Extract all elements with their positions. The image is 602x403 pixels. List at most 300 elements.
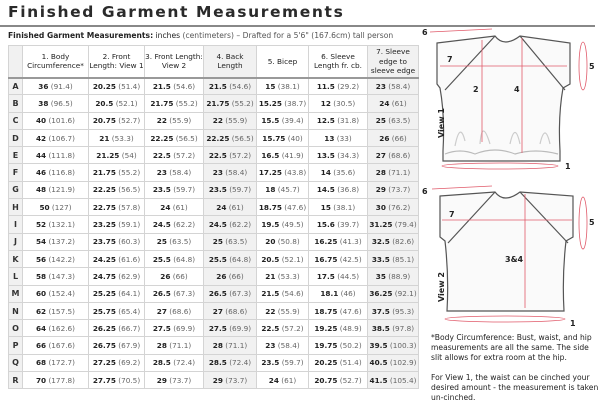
cm-value: (63.5) [169,237,192,247]
measurement-cell [204,354,257,371]
inches-value: 23.25 [92,220,116,230]
inches-value: 27.5 [208,323,227,333]
measurement-cell [145,285,204,302]
cm-value: (66.7) [118,323,141,333]
measurement-cell [368,129,419,146]
measurement-cell [257,129,309,146]
cm-value: (59.7) [281,358,304,368]
inches-value: 40 [35,116,47,126]
inches-value: 19.75 [314,341,338,351]
measurement-cell [309,164,368,181]
measurement-cell [368,250,419,267]
caption-paren: (centimeters) [182,31,234,40]
cm-value: (62.2) [173,220,196,230]
measurement-cell [204,164,257,181]
measurement-cell [204,181,257,198]
cm-value: (58.4) [277,341,300,351]
measurement-cell [145,129,204,146]
measurement-cell [309,302,368,319]
size-label: C [9,112,23,129]
size-label: R [9,372,23,389]
cm-value: (57.2) [173,150,196,160]
inches-value: 25.25 [92,289,116,299]
size-label: P [9,337,23,354]
cm-value: (39.7) [337,220,360,230]
note-view1-waist: For View 1, the waist can be cinched your desired amount - the measurement is taken un-cinched. [431,373,599,402]
cm-value: (100.3) [389,341,417,351]
inches-value: 25 [212,237,223,247]
measurement-cell [309,337,368,354]
measurement-cell [23,181,89,198]
inches-value: 28.5 [208,358,227,368]
cm-value: (47.6) [339,306,362,316]
inches-value: 20.25 [314,358,338,368]
table-row [9,337,419,354]
cm-value: (51.4) [339,358,362,368]
measurement-cell [23,147,89,164]
inches-value: 50 [39,202,50,212]
measurement-cell [204,337,257,354]
cm-value: (162.6) [48,323,76,333]
cm-value: (47.6) [284,202,307,212]
measurement-cell [89,285,145,302]
inches-value: 16.75 [314,254,338,264]
column-header: 1. Body Circumference* [23,46,89,78]
measurement-cell [368,320,419,337]
measurement-cell [368,181,419,198]
table-header-row [9,46,419,78]
measurement-cell [309,250,368,267]
measurement-cell [204,95,257,112]
inches-value: 30 [375,202,386,212]
cm-value: (58.4) [225,168,248,178]
cm-value: (55.9) [277,306,300,316]
measurement-cell [89,112,145,129]
inches-value: 22.25 [150,133,174,143]
measurement-cell [204,129,257,146]
inches-value: 24 [216,202,227,212]
table-body [9,78,419,389]
measurement-cell [23,320,89,337]
cm-value: (152.4) [48,289,76,299]
inches-value: 26 [160,271,171,281]
table-row [9,372,419,389]
cm-value: (54.6) [281,289,304,299]
cm-value: (147.3) [48,271,76,281]
inches-value: 44 [35,150,47,160]
view2-mark-3-4: 3&4 [505,255,524,264]
measurement-cell [145,302,204,319]
measurement-cell [89,95,145,112]
inches-value: 25.5 [208,254,227,264]
cm-value: (73.7) [225,375,248,385]
measurement-cell [89,268,145,285]
caption-bold: Finished Garment Measurements: [8,31,154,40]
cm-value: (48.9) [339,323,362,333]
cm-value: (142.2) [48,254,76,264]
measurement-cell [145,199,204,216]
inches-value: 14 [320,168,331,178]
measurement-cell [309,285,368,302]
inches-value: 33.5 [371,254,390,264]
inches-value: 18.75 [314,306,338,316]
cm-value: (79.4) [394,220,417,230]
cm-value: (46) [340,289,356,299]
cm-value: (71.1) [388,168,411,178]
cm-value: (127) [51,202,72,212]
inches-value: 26.75 [92,341,116,351]
cm-value: (39.4) [281,116,304,126]
measurement-cell [89,372,145,389]
inches-value: 23 [375,81,386,91]
measurement-cell [23,164,89,181]
inches-value: 23.5 [261,358,280,368]
measurement-cell [309,129,368,146]
measurement-cell [204,372,257,389]
measurement-cell [145,164,204,181]
measurement-cell [257,78,309,95]
inches-value: 22.25 [206,133,230,143]
view1-mark-2: 2 [473,85,479,94]
measurement-cell [89,216,145,233]
inches-value: 21.75 [92,168,116,178]
measurement-cell [89,233,145,250]
cm-value: (70.5) [118,375,141,385]
measurement-cell [368,354,419,371]
size-label: N [9,302,23,319]
cm-value: (71.1) [225,341,248,351]
cm-value: (88.9) [388,271,411,281]
cm-value: (53.3) [111,133,134,143]
cm-value: (38.7) [284,98,307,108]
column-header: 2. Front Length: View 1 [89,46,145,78]
inches-value: 46 [35,168,47,178]
cm-value: (45.7) [277,185,300,195]
inches-value: 35 [375,271,386,281]
cm-value: (66) [391,133,407,143]
inches-value: 15.6 [316,220,335,230]
cm-value: (66) [172,271,188,281]
cm-value: (52.1) [281,254,304,264]
measurement-cell [309,233,368,250]
view2-mark-7: 7 [449,210,455,219]
inches-value: 27 [212,306,223,316]
table-row [9,285,419,302]
measurement-cell [89,320,145,337]
cm-value: (57.8) [118,202,141,212]
inches-value: 56 [35,254,47,264]
inches-value: 62 [35,306,47,316]
inches-value: 21.75 [206,98,230,108]
cm-value: (85.1) [392,254,415,264]
measurement-cell [89,78,145,95]
inches-value: 27.75 [92,375,116,385]
column-header: 4. Back Length [204,46,257,78]
cm-value: (97.8) [392,323,415,333]
measurement-cell [257,199,309,216]
measurement-cell [89,129,145,146]
cm-value: (72.4) [173,358,196,368]
cm-value: (82.6) [392,237,415,247]
inches-value: 29 [212,375,223,385]
cm-value: (61) [391,98,407,108]
measurement-cell [368,302,419,319]
inches-value: 27 [375,150,386,160]
measurement-cell [145,233,204,250]
measurement-cell [89,181,145,198]
cm-value: (34.3) [337,150,360,160]
inches-value: 23.5 [152,185,171,195]
cm-value: (95.3) [392,306,415,316]
inches-value: 48 [35,185,47,195]
measurement-cell [89,164,145,181]
inches-value: 25.75 [92,306,116,316]
cm-value: (59.7) [229,185,252,195]
measurement-cell [368,199,419,216]
measurement-cell [368,337,419,354]
cm-value: (167.6) [48,341,76,351]
cm-value: (116.8) [48,168,76,178]
inches-value: 20.75 [314,375,338,385]
cm-value: (56.5) [175,133,198,143]
inches-value: 23.5 [208,185,227,195]
measurement-cell [368,164,419,181]
inches-value: 25 [156,237,167,247]
note-body-circumference: *Body Circumference: Bust, waist, and hip measurements are all the same. The side slit allows for extra room at the hip. [431,333,592,362]
measurement-cell [368,147,419,164]
column-header: 6. Sleeve Length fr. cb. [309,46,368,78]
measurement-cell [257,372,309,389]
inches-value: 24.25 [92,254,116,264]
measurement-cell [309,216,368,233]
measurement-cell [257,164,309,181]
measurement-cell [23,268,89,285]
inches-value: 16.5 [261,150,280,160]
cm-value: (49.5) [281,220,304,230]
table-caption [8,31,393,40]
cm-value: (52.7) [118,116,141,126]
inches-value: 25 [375,116,386,126]
view1-mark-7: 7 [447,55,453,64]
inches-value: 16.25 [314,237,338,247]
cm-value: (29.2) [337,81,360,91]
page-title: Finished Garment Measurements [8,3,345,21]
measurement-cell [204,285,257,302]
measurement-cell [145,320,204,337]
inches-value: 28 [375,168,386,178]
measurement-cell [145,181,204,198]
inches-value: 28 [212,341,223,351]
measurement-cell [257,216,309,233]
size-label: F [9,164,23,181]
inches-value: 23.75 [92,237,116,247]
view1-mark-6: 6 [422,28,428,37]
size-label: L [9,268,23,285]
inches-value: 27.25 [92,358,116,368]
measurement-cell [368,216,419,233]
measurement-cell [145,112,204,129]
inches-value: 22 [212,116,223,126]
cm-value: (44.5) [337,271,360,281]
inches-value: 68 [35,358,47,368]
measurement-cell [145,147,204,164]
measurement-cell [23,129,89,146]
inches-value: 25.5 [152,254,171,264]
measurement-cell [204,78,257,95]
size-label: D [9,129,23,146]
cm-value: (56.5) [231,133,254,143]
size-label: M [9,285,23,302]
measurement-cell [309,181,368,198]
inches-value: 23 [212,168,223,178]
inches-value: 21.5 [152,81,171,91]
inches-value: 15.25 [258,98,282,108]
cm-value: (64.1) [118,289,141,299]
view1-mark-5: 5 [589,62,595,71]
measurement-cell [145,250,204,267]
measurement-cell [204,320,257,337]
inches-value: 22 [265,306,276,316]
view1-mark-1: 1 [565,162,571,171]
size-label: B [9,95,23,112]
measurement-cell [309,354,368,371]
measurement-cell [23,250,89,267]
inches-value: 21 [265,271,276,281]
inches-value: 52 [35,220,47,230]
measurement-cell [23,95,89,112]
cm-value: (64.8) [229,254,252,264]
notes [431,333,601,403]
inches-value: 24.5 [152,220,171,230]
cm-value: (61) [281,375,297,385]
cm-value: (71.1) [169,341,192,351]
cm-value: (68.6) [225,306,248,316]
inches-value: 66 [35,341,47,351]
inches-value: 32.5 [371,237,390,247]
inches-value: 17.5 [316,271,335,281]
measurement-cell [89,199,145,216]
measurement-cell [368,112,419,129]
measurement-cell [145,268,204,285]
measurement-cell [257,268,309,285]
cm-value: (50.8) [277,237,300,247]
table-row [9,354,419,371]
measurement-cell [204,250,257,267]
measurement-cell [23,78,89,95]
measurement-cell [257,233,309,250]
view2-diagram [440,192,573,311]
inches-value: 23 [265,341,276,351]
measurement-cell [257,250,309,267]
cm-value: (157.5) [48,306,76,316]
measurement-cell [257,285,309,302]
cm-value: (41.9) [281,150,304,160]
table-row [9,164,419,181]
measurement-cell [89,250,145,267]
measurement-cell [368,78,419,95]
cm-value: (106.7) [48,133,76,143]
table-row [9,129,419,146]
inches-value: 27 [156,306,167,316]
inches-value: 21.5 [208,81,227,91]
measurement-cell [368,285,419,302]
inches-value: 26.5 [208,289,227,299]
cm-value: (69.2) [118,358,141,368]
inches-value: 40.5 [369,358,388,368]
column-header: 7. Sleeve edge to sleeve edge [368,46,419,78]
cm-value: (55.2) [118,168,141,178]
inches-value: 13.5 [316,150,335,160]
inches-value: 38.5 [371,323,390,333]
view2-mark-6: 6 [422,187,428,196]
table-row [9,216,419,233]
measurement-cell [23,337,89,354]
inches-value: 26.25 [92,323,116,333]
inches-value: 13 [324,133,335,143]
measurement-cell [204,268,257,285]
cm-value: (57.2) [229,150,252,160]
measurement-cell [309,147,368,164]
cm-value: (73.7) [169,375,192,385]
cm-value: (132.1) [48,220,76,230]
inches-value: 11.5 [316,81,335,91]
view2-mark-5: 5 [589,218,595,227]
table-row [9,181,419,198]
cm-value: (63.5) [225,237,248,247]
inches-value: 60 [35,289,47,299]
cm-value: (61.6) [118,254,141,264]
inches-value: 27.5 [152,323,171,333]
table-row [9,147,419,164]
table-row [9,199,419,216]
inches-value: 18.75 [258,202,282,212]
inches-value: 24 [268,375,279,385]
measurement-cell [204,147,257,164]
cm-value: (69.9) [229,323,252,333]
inches-value: 21.5 [261,289,280,299]
cm-value: (64.8) [173,254,196,264]
cm-value: (101.6) [48,116,76,126]
cm-value: (69.9) [173,323,196,333]
inches-value: 20.25 [92,81,116,91]
inches-value: 18 [265,185,276,195]
cm-value: (172.7) [48,358,76,368]
inches-value: 21.25 [96,150,120,160]
inches-value: 18.1 [320,289,339,299]
inches-value: 19.5 [261,220,280,230]
size-label: I [9,216,23,233]
size-label: J [9,233,23,250]
inches-value: 17.25 [258,168,282,178]
cm-value: (40) [287,133,303,143]
cm-value: (102.9) [389,358,417,368]
inches-value: 26.5 [152,289,171,299]
inches-value: 15.5 [261,116,280,126]
cm-value: (65.4) [118,306,141,316]
view2-label: View 2 [437,272,446,302]
inches-value: 29 [375,185,386,195]
cm-value: (66) [228,271,244,281]
garment-diagram [420,26,602,326]
table-row [9,268,419,285]
cm-value: (91.4) [50,81,73,91]
cm-value: (62.9) [118,271,141,281]
cm-value: (52.7) [339,375,362,385]
cm-value: (52.1) [115,98,138,108]
cm-value: (67.3) [173,289,196,299]
inches-value: 58 [35,271,47,281]
table-row [9,78,419,95]
